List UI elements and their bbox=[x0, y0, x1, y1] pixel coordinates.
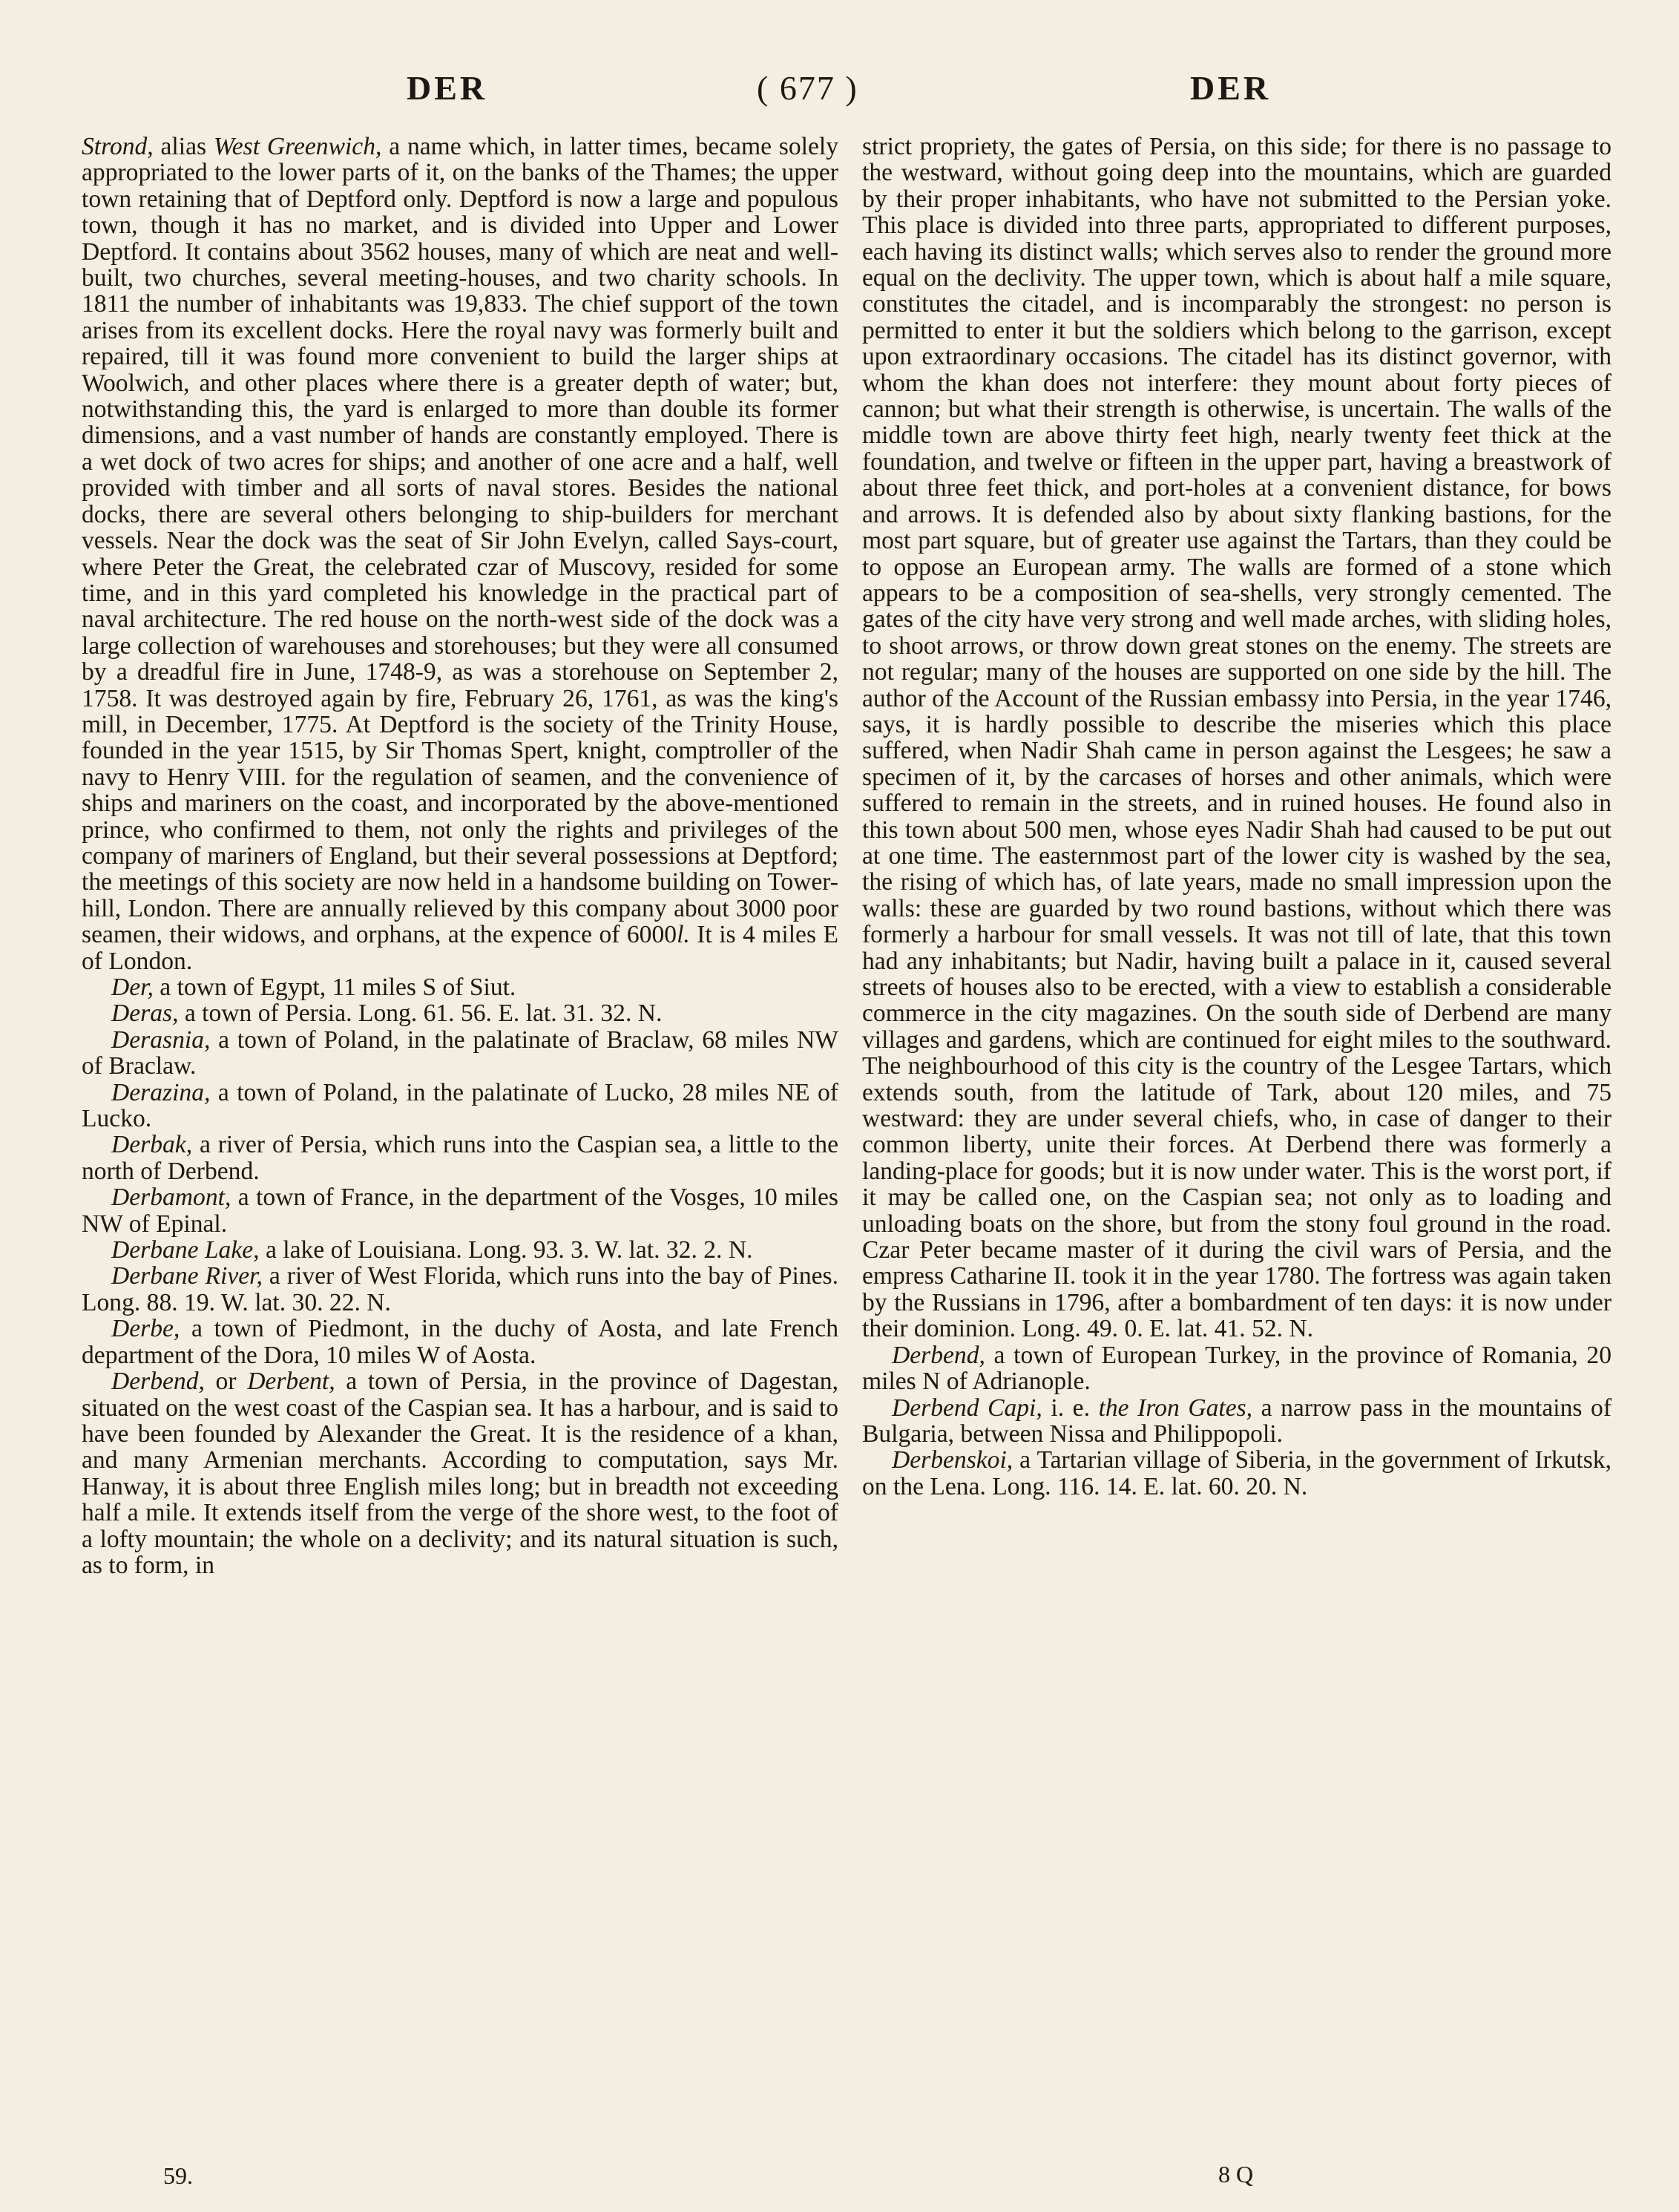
dictionary-entry bbox=[862, 1447, 1611, 1500]
dictionary-entry bbox=[82, 1237, 838, 1263]
entry-headword: Derbent, bbox=[247, 1368, 335, 1396]
entry-text: It is 4 miles E of London. bbox=[82, 921, 838, 975]
entry-headword: Derbamont, bbox=[111, 1184, 231, 1212]
dictionary-entry bbox=[862, 1395, 1611, 1448]
dictionary-entry bbox=[82, 1080, 838, 1132]
entry-headword: Derbane River, bbox=[111, 1262, 263, 1290]
entry-text: a Tartarian village of Siberia, in the government of Irkutsk, on the Lena. Long. 116. 14. E. lat. 60. 20. N. bbox=[862, 1446, 1611, 1500]
dictionary-entry bbox=[82, 1000, 838, 1026]
dictionary-entry bbox=[82, 1184, 838, 1237]
dictionary-entry bbox=[82, 1027, 838, 1080]
entry-headword: Deras, bbox=[111, 1000, 179, 1028]
dictionary-entry bbox=[82, 1368, 838, 1578]
page-number: ( 677 ) bbox=[757, 69, 858, 107]
entry-text: strict propriety, the gates of Persia, on this side; for there is no passage to the westward, without going deep into the mountains, which are guarded by their proper inhabitants, who have not submitted to the Persian yoke. This place is divided into three parts, appropriated to different purposes, each having its distinct walls; which serves also to render the ground more equal on the declivity. The upper town, which is about half a mile square, constitutes the citadel, and is incomparably the strongest: no person is permitted to enter it but the soldiers which belong to the garrison, except upon extraordinary occasions. The citadel has its distinct governor, with whom the khan does not interfere: they mount about forty pieces of cannon; but what their strength is otherwise, is uncertain. The walls of the middle town are above thirty feet high, nearly twenty feet thick at the foundation, and twelve or fifteen in the upper part, having a breastwork of about three feet thick, and port-holes at a convenient distance, for bows and arrows. It is defended also by about sixty flanking bastions, for the most part square, but of greater use against the Tartars, than they could be to oppose an European army. The walls are formed of a stone which appears to be a composition of sea-shells, very strongly cemented. The gates of the city have very strong and well made arches, with sliding holes, to shoot arrows, or throw down great stones on the enemy. The streets are not regular; many of the houses are supported on one side by the hill. The author of the Account of the Russian embassy into Persia, in the year 1746, says, it is hardly possible to describe the miseries which this place suffered, when Nadir Shah came in person against the Lesgees; he saw a specimen of it, by the carcases of horses and other animals, which were suffered to remain in the streets, and in ruined houses. He found also in this town about 500 men, whose eyes Nadir Shah had caused to be put out at one time. The easternmost part of the lower city is washed by the sea, the rising of which has, of late years, made no small impression upon the walls: these are guarded by two round bastions, without which there was formerly a harbour for small vessels. It was not till of late, that this town had any inhabitants; but Nadir, having built a palace in it, caused several streets of houses also to be erected, with a view to establish a considerable commerce in the city magazines. On the south side of Derbend are many villages and gardens, which are continued for eight miles to the southward. The neighbourhood of this city is the country of the Lesgee Tartars, which extends south, from the latitude of Tark, about 120 miles, and 75 westward: they are under several chiefs, who, in case of danger to their common liberty, unite their forces. At Derbend there was formerly a landing-place for goods; but it is now under water. This is the worst port, if it may be called one, on the Caspian sea; not only as to loading and unloading boats on the shore, but from the stony foul ground in the road. Czar Peter became master of it during the civil wars of Persia, and the empress Catharine II. took it in the year 1780. The fortress was again taken by the Russians in 1796, after a bombardment of ten days: it is now under their dominion. Long. 49. 0. E. lat. 41. 52. N. bbox=[862, 133, 1611, 1343]
entry-headword: Derasnia, bbox=[111, 1025, 211, 1054]
entry-headword: Derbend Capi, bbox=[892, 1394, 1042, 1422]
continued-paragraph bbox=[82, 134, 838, 974]
entry-headword: Derazina, bbox=[111, 1078, 211, 1106]
continued-paragraph bbox=[862, 134, 1611, 1342]
dictionary-entry bbox=[82, 1132, 838, 1184]
entry-headword: West Greenwich, bbox=[213, 133, 382, 160]
entry-text: a town of Piedmont, in the duchy of Aosta, and late French department of the Dora, 10 miles W of Aosta. bbox=[82, 1315, 838, 1369]
entry-headword: the Iron Gates, bbox=[1098, 1394, 1253, 1422]
signature-mark: 59. bbox=[163, 2162, 193, 2189]
entry-headword: Derbane Lake, bbox=[111, 1236, 260, 1264]
right-column bbox=[862, 134, 1611, 1500]
entry-headword: Strond, bbox=[82, 133, 154, 160]
entry-text: a town of Egypt, 11 miles S of Siut. bbox=[153, 974, 516, 1001]
entry-text: alias bbox=[153, 133, 214, 160]
entry-headword: Derbenskoi, bbox=[892, 1446, 1013, 1474]
dictionary-entry bbox=[862, 1342, 1611, 1395]
entry-text: a town of European Turkey, in the province of Romania, 20 miles N of Adrianople. bbox=[862, 1341, 1611, 1396]
entry-text: a lake of Louisiana. Long. 93. 3. W. lat. 32. 2. N. bbox=[259, 1236, 753, 1264]
page-header bbox=[0, 68, 1679, 120]
entry-headword: l. bbox=[677, 921, 690, 949]
dictionary-entry bbox=[82, 974, 838, 1000]
entry-text: a narrow pass in the mountains of Bulgaria, between Nissa and Philippopoli. bbox=[862, 1394, 1612, 1448]
header-right-keyword: DER bbox=[1190, 69, 1272, 107]
entry-text: a river of Persia, which runs into the Caspian sea, a little to the north of Derbend. bbox=[82, 1131, 838, 1185]
entry-headword: Derbe, bbox=[111, 1315, 180, 1343]
catchword-signature: 8 Q bbox=[1218, 2161, 1254, 2188]
header-left-keyword: DER bbox=[407, 69, 488, 107]
entry-text: a town of Poland, in the palatinate of Braclaw, 68 miles NW of Braclaw. bbox=[82, 1025, 838, 1080]
entry-text: i. e. bbox=[1042, 1394, 1099, 1422]
entry-text: a town of Persia, in the province of Dagestan, situated on the west coast of the Caspian sea. It has a harbour, and is said to have been founded by Alexander the Great. It is the residence of a khan, and many Armenian merchants. According to computation, says Mr. Hanway, it is about three English miles long; but in breadth not exceeding half a mile. It extends itself from the verge of the shore west, to the foot of a lofty mountain; the whole on a declivity; and its natural situation is such, as to form, in bbox=[82, 1368, 838, 1579]
entry-headword: Derbak, bbox=[111, 1131, 193, 1159]
entry-headword: Derbend, bbox=[892, 1341, 985, 1369]
entry-text: a river of West Florida, which runs into the bay of Pines. Long. 88. 19. W. lat. 30. 22. N. bbox=[82, 1262, 838, 1316]
entry-headword: Derbend, bbox=[111, 1368, 205, 1396]
entry-text: or bbox=[204, 1368, 248, 1396]
entry-text: a town of Poland, in the palatinate of Lucko, 28 miles NE of Lucko. bbox=[82, 1078, 838, 1133]
dictionary-entry bbox=[82, 1316, 838, 1368]
entry-text: a name which, in latter times, became solely appropriated to the lower parts of it, on the banks of the Thames; the upper town retaining that of Deptford only. Deptford is now a large and populous town, though it has no market, and is divided into Upper and Lower Deptford. It contains about 3562 houses, many of which are neat and well-built, two churches, several meeting-houses, and two charity schools. In 1811 the number of inhabitants was 19,833. The chief support of the town arises from its excellent docks. Here the royal navy was formerly built and repaired, till it was found more convenient to build the larger ships at Woolwich, and other places where there is a greater depth of water; but, notwithstanding this, the yard is enlarged to more than double its former dimensions, and a vast number of hands are constantly employed. There is a wet dock of two acres for ships; and another of one acre and a half, well provided with timber and all sorts of naval stores. Besides the national docks, there are several others belonging to ship-builders for merchant vessels. Near the dock was the seat of Sir John Evelyn, called Says-court, where Peter the Great, the celebrated czar of Muscovy, resided for some time, and in this yard completed his knowledge in the practical part of naval architecture. The red house on the north-west side of the dock was a large collection of warehouses and storehouses; but they were all consumed by a dreadful fire in June, 1748-9, as was a storehouse on September 2, 1758. It was destroyed again by fire, February 26, 1761, as was the king's mill, in December, 1775. At Deptford is the society of the Trinity House, founded in the year 1515, by Sir Thomas Spert, knight, comptroller of the navy to Henry VIII. for the regulation of seamen, and the convenience of ships and mariners on the coast, and incorporated by the above-mentioned prince, who confirmed to them, not only the rights and privileges of the company of mariners of England, but their several possessions at Deptford; the meetings of this society are now held in a handsome building on Tower-hill, London. There are annually relieved by this company about 3000 poor seamen, their widows, and orphans, at the expence of 6000 bbox=[82, 133, 839, 949]
entry-text: a town of Persia. Long. 61. 56. E. lat. 31. 32. N. bbox=[178, 1000, 663, 1028]
dictionary-entry bbox=[82, 1263, 838, 1316]
left-column bbox=[82, 134, 838, 1578]
entry-text: a town of France, in the department of the Vosges, 10 miles NW of Epinal. bbox=[82, 1184, 838, 1238]
entry-headword: Der, bbox=[111, 974, 154, 1001]
